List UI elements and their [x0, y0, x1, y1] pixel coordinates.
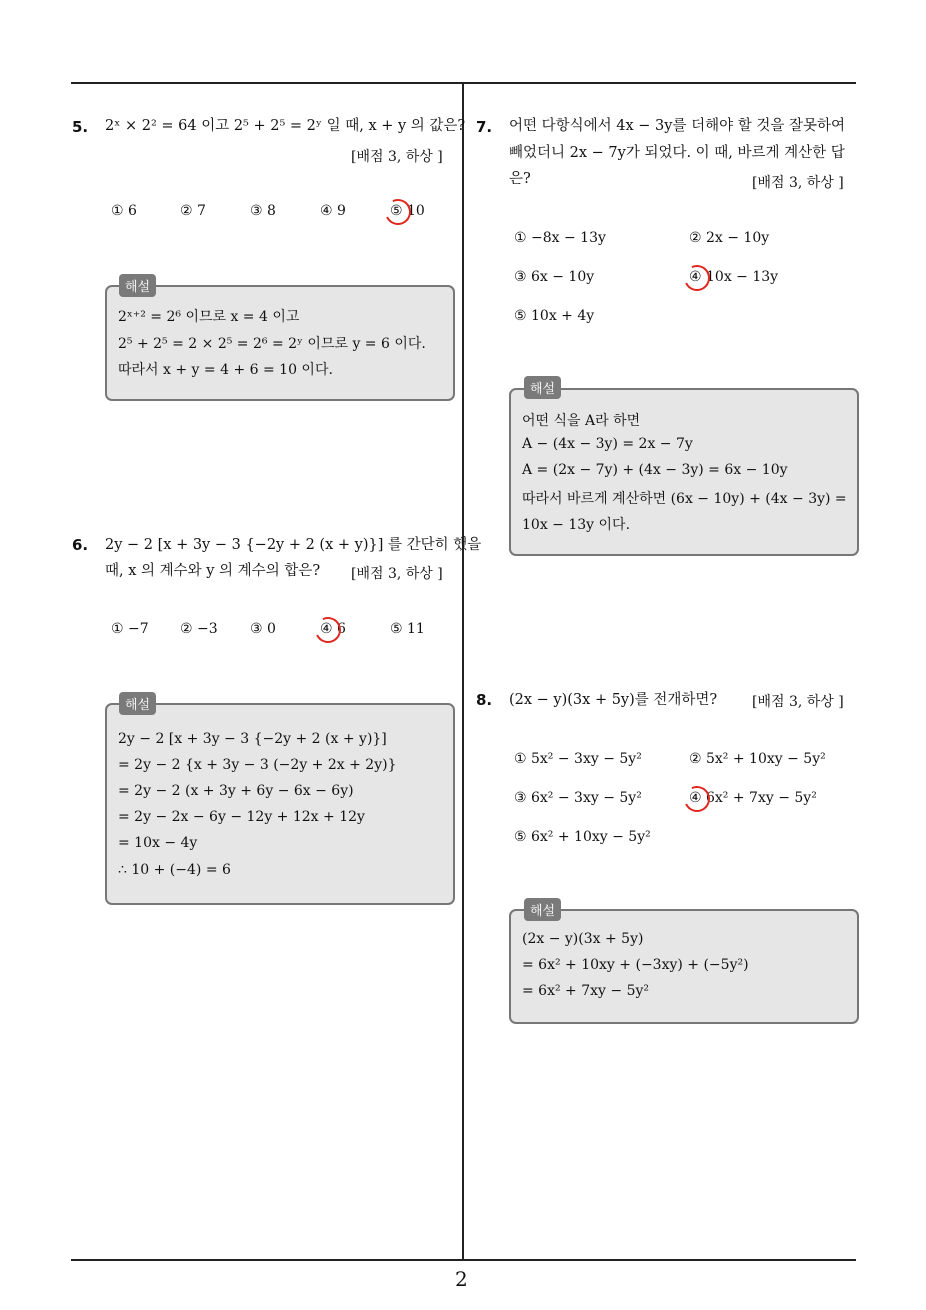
q5-solution-line: 2ˣ⁺² = 2⁶ 이므로 x = 4 이고 [118, 309, 300, 325]
q5-choice-1[interactable]: ① 6 [111, 203, 137, 219]
q6-solution-line: ∴ 10 + (−4) = 6 [118, 862, 231, 878]
q8-choice-2[interactable]: ② 5x² + 10xy − 5y² [689, 751, 826, 767]
q7-solution-line: 어떤 식을 A라 하면 [522, 413, 641, 429]
q8-choice-3[interactable]: ③ 6x² − 3xy − 5y² [514, 790, 642, 806]
question-7-number: 7. [476, 118, 493, 136]
q8-solution-line: = 6x² + 10xy + (−3xy) + (−5y²) [522, 957, 749, 973]
question-8-meta: [배점 3, 하상 ] [752, 694, 844, 710]
column-divider [462, 83, 464, 1260]
question-5-meta: [배점 3, 하상 ] [351, 149, 443, 165]
q7-solution-line: 10x − 13y 이다. [522, 517, 631, 533]
q8-choice-1[interactable]: ① 5x² − 3xy − 5y² [514, 751, 642, 767]
q5-answer-mark [381, 195, 414, 228]
q8-solution-line: = 6x² + 7xy − 5y² [522, 983, 649, 999]
q6-solution-line: = 2y − 2 (x + 3y + 6y − 6x − 6y) [118, 783, 354, 799]
question-6-number: 6. [72, 536, 89, 554]
question-7-meta: [배점 3, 하상 ] [752, 175, 844, 191]
q8-choice-4[interactable]: ④ 6x² + 7xy − 5y² [689, 790, 817, 806]
q6-answer-mark [311, 613, 344, 646]
question-8-number: 8. [476, 691, 493, 709]
q8-solution-line: (2x − y)(3x + 5y) [522, 931, 644, 947]
q7-solution-line: A − (4x − 3y) = 2x − 7y [522, 436, 693, 452]
q7-choice-4[interactable]: ④ 10x − 13y [689, 269, 779, 285]
page-number: 2 [455, 1267, 468, 1291]
q6-solution-line: = 2y − 2 {x + 3y − 3 (−2y + 2x + 2y)} [118, 757, 397, 773]
q7-answer-mark [680, 261, 713, 294]
question-6-text-line-2: 때, x 의 계수와 y 의 계수의 합은? [105, 563, 321, 579]
q6-choice-1[interactable]: ① −7 [111, 621, 149, 637]
q6-choice-2[interactable]: ② −3 [180, 621, 218, 637]
question-7-text-line-1: 어떤 다항식에서 4x − 3y를 더해야 할 것을 잘못하여 [509, 118, 845, 134]
q5-choice-2[interactable]: ② 7 [180, 203, 206, 219]
question-6-meta: [배점 3, 하상 ] [351, 566, 443, 582]
q7-choice-5[interactable]: ⑤ 10x + 4y [514, 308, 595, 324]
question-8-text: (2x − y)(3x + 5y)를 전개하면? [509, 692, 718, 708]
q5-solution-label: 해설 [119, 274, 156, 297]
q8-answer-mark [680, 782, 713, 815]
q5-choice-5[interactable]: ⑤ 10 [390, 203, 425, 219]
q6-choice-5[interactable]: ⑤ 11 [390, 621, 425, 637]
q5-choice-4[interactable]: ④ 9 [320, 203, 346, 219]
q8-choice-5[interactable]: ⑤ 6x² + 10xy − 5y² [514, 829, 651, 845]
q6-solution-label: 해설 [119, 692, 156, 715]
q8-solution-label: 해설 [524, 898, 561, 921]
q7-choice-3[interactable]: ③ 6x − 10y [514, 269, 595, 285]
q7-choice-2[interactable]: ② 2x − 10y [689, 230, 770, 246]
q5-choice-3[interactable]: ③ 8 [250, 203, 276, 219]
q7-choice-1[interactable]: ① −8x − 13y [514, 230, 606, 246]
question-7-text-line-2: 빼었더니 2x − 7y가 되었다. 이 때, 바르게 계산한 답 [509, 145, 845, 161]
q6-solution-line: 2y − 2 [x + 3y − 3 {−2y + 2 (x + y)}] [118, 731, 387, 747]
q6-solution-line: = 10x − 4y [118, 835, 198, 851]
question-6-text-line-1: 2y − 2 [x + 3y − 3 {−2y + 2 (x + y)}] 를 간단히 했을 [105, 537, 482, 553]
q7-solution-line: A = (2x − 7y) + (4x − 3y) = 6x − 10y [522, 462, 788, 478]
q6-solution-line: = 2y − 2x − 6y − 12y + 12x + 12y [118, 809, 365, 825]
q6-choice-3[interactable]: ③ 0 [250, 621, 276, 637]
top-rule [71, 82, 856, 84]
q6-choice-4[interactable]: ④ 6 [320, 621, 346, 637]
question-7-text-line-3: 은? [509, 171, 531, 187]
q7-solution-label: 해설 [524, 376, 561, 399]
q5-solution-line: 2⁵ + 2⁵ = 2 × 2⁵ = 2⁶ = 2ʸ 이므로 y = 6 이다. [118, 336, 426, 352]
q5-solution-line: 따라서 x + y = 4 + 6 = 10 이다. [118, 362, 333, 378]
q7-solution-line: 따라서 바르게 계산하면 (6x − 10y) + (4x − 3y) = [522, 491, 847, 507]
bottom-rule [71, 1259, 856, 1261]
question-5-number: 5. [72, 118, 89, 136]
question-5-text: 2ˣ × 2² = 64 이고 2⁵ + 2⁵ = 2ʸ 일 때, x + y 의 값은? [105, 118, 466, 134]
